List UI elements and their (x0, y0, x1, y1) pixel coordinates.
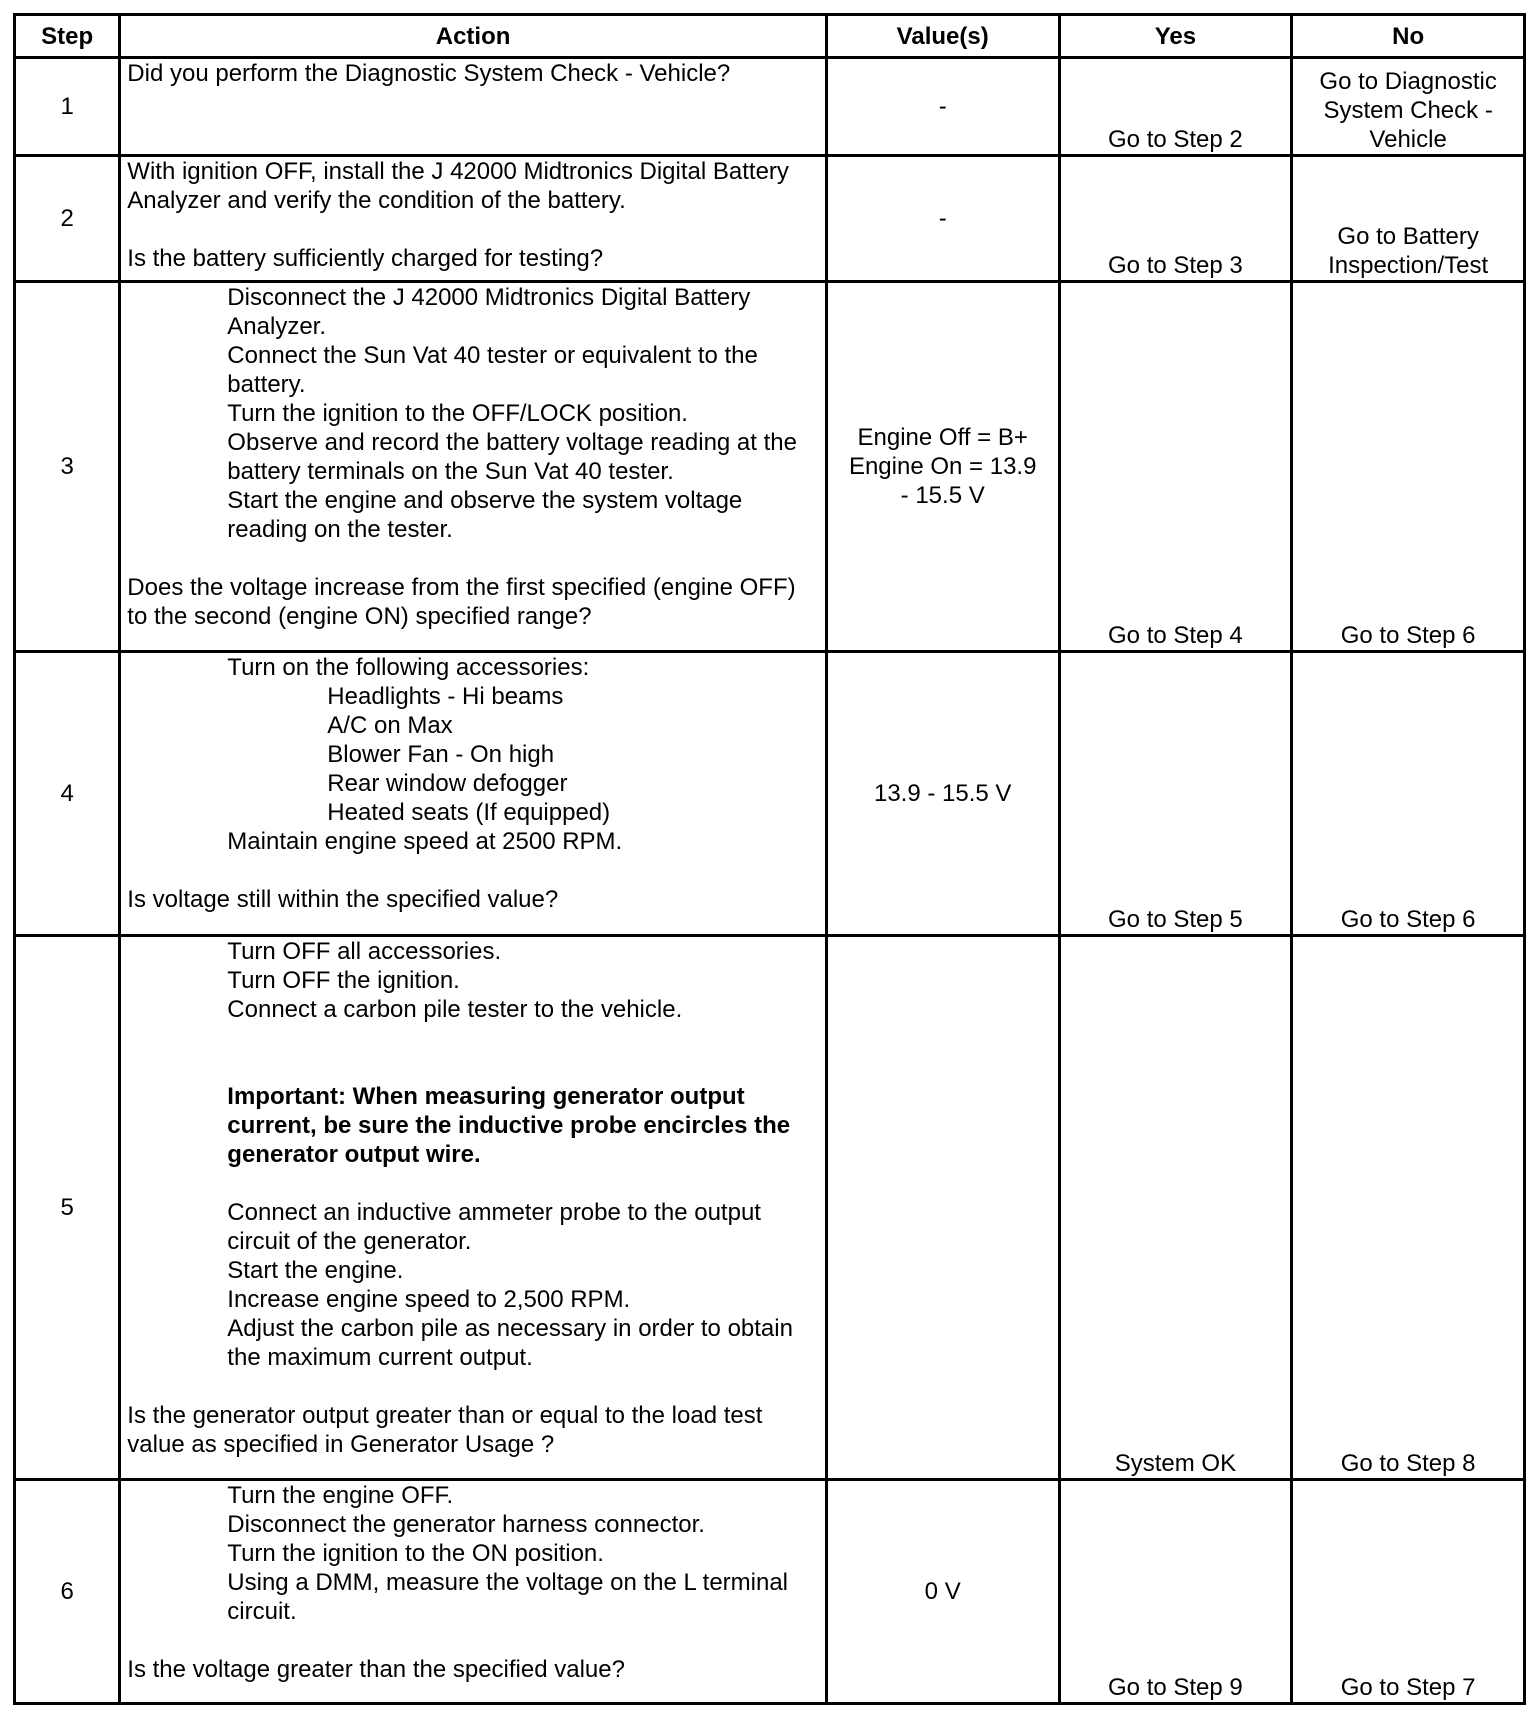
action-line: Turn the ignition to the ON position. (227, 1540, 604, 1567)
table-row (15, 58, 1525, 156)
value-line: Engine Off = B+ (857, 424, 1028, 451)
value-line: - 15.5 V (900, 482, 985, 509)
action-line: With ignition OFF, install the J 42000 Midtronics Digital Battery Analyzer and verify the condition of the battery. (127, 158, 789, 214)
value-cell (826, 936, 1059, 1480)
value-cell (826, 156, 1059, 282)
value-cell (826, 652, 1059, 936)
action-line: Connect a carbon pile tester to the vehicle. (227, 996, 683, 1023)
value-cell (826, 58, 1059, 156)
value-line: 0 V (924, 1578, 961, 1605)
table-row (15, 936, 1525, 1480)
header-step: Step (15, 15, 120, 58)
header-values: Value(s) (826, 15, 1059, 58)
no-line: System Check - (1323, 97, 1493, 124)
action-cell (120, 282, 827, 652)
no-line: Inspection/Test (1328, 252, 1489, 279)
no-cell (1292, 936, 1525, 1480)
action-subline: Headlights - Hi beams (327, 683, 564, 710)
yes-line: Go to Step 5 (1108, 906, 1243, 933)
yes-line: Go to Step 2 (1108, 126, 1243, 153)
action-line: Turn OFF the ignition. (227, 967, 460, 994)
yes-cell (1059, 652, 1292, 936)
value-line: - (938, 93, 947, 120)
action-line: Start the engine and observe the system voltage reading on the tester. (227, 487, 743, 543)
no-cell (1292, 282, 1525, 652)
no-line: Vehicle (1369, 126, 1447, 153)
action-line: Start the engine. (227, 1257, 404, 1284)
action-question: Does the voltage increase from the first specified (engine OFF) to the second (engine ON) specified range? (127, 574, 796, 630)
no-line: Go to Step 6 (1340, 622, 1476, 649)
action-cell (120, 58, 827, 156)
value-line: Engine On = 13.9 (848, 453, 1037, 480)
action-subline: Heated seats (If equipped) (327, 799, 611, 826)
step-number: 2 (15, 156, 120, 282)
action-line: Increase engine speed to 2,500 RPM. (227, 1286, 631, 1313)
important-note: Important: When measuring generator output current, be sure the inductive probe encircles the generator output wire. (227, 1083, 791, 1168)
no-line: Go to Step 7 (1340, 1674, 1476, 1701)
value-cell (826, 1480, 1059, 1704)
yes-line: System OK (1114, 1450, 1237, 1477)
action-subline: A/C on Max (327, 712, 453, 739)
yes-cell (1059, 936, 1292, 1480)
header-row (15, 15, 1525, 58)
action-cell (120, 1480, 827, 1704)
action-line: Turn the engine OFF. (227, 1482, 454, 1509)
table-row (15, 1480, 1525, 1704)
action-line: Did you perform the Diagnostic System Check - Vehicle? (127, 60, 731, 87)
no-cell (1292, 58, 1525, 156)
action-question: Is the generator output greater than or equal to the load test value as specified in Generator Usage ? (127, 1402, 763, 1458)
action-question: Is the battery sufficiently charged for testing? (127, 245, 604, 272)
step-number: 1 (15, 58, 120, 156)
action-subline: Blower Fan - On high (327, 741, 555, 768)
action-line: Adjust the carbon pile as necessary in order to obtain the maximum current output. (227, 1315, 793, 1371)
yes-cell (1059, 282, 1292, 652)
action-line: Turn the ignition to the OFF/LOCK position. (227, 400, 688, 427)
step-number: 5 (15, 936, 120, 1480)
no-line: Go to Battery (1337, 223, 1479, 250)
action-line: Turn OFF all accessories. (227, 938, 502, 965)
no-line: Go to Step 8 (1340, 1450, 1476, 1477)
action-cell (120, 936, 827, 1480)
yes-line: Go to Step 3 (1108, 252, 1243, 279)
header-yes: Yes (1059, 15, 1292, 58)
action-subline: Rear window defogger (327, 770, 568, 797)
action-question: Is voltage still within the specified value? (127, 886, 559, 913)
yes-cell (1059, 1480, 1292, 1704)
action-line: Connect an inductive ammeter probe to the output circuit of the generator. (227, 1199, 761, 1255)
table-row (15, 156, 1525, 282)
value-line: - (938, 205, 947, 232)
yes-cell (1059, 58, 1292, 156)
action-line: Maintain engine speed at 2500 RPM. (227, 828, 623, 855)
table-row (15, 652, 1525, 936)
value-cell (826, 282, 1059, 652)
no-line: Go to Step 6 (1340, 906, 1476, 933)
yes-cell (1059, 156, 1292, 282)
action-line: Connect the Sun Vat 40 tester or equivalent to the battery. (227, 342, 758, 398)
yes-line: Go to Step 4 (1108, 622, 1243, 649)
no-cell (1292, 1480, 1525, 1704)
action-question: Is the voltage greater than the specified value? (127, 1656, 625, 1683)
step-number: 4 (15, 652, 120, 936)
diagnostic-table (13, 13, 1526, 1705)
action-line: Disconnect the J 42000 Midtronics Digital Battery Analyzer. (227, 284, 751, 340)
action-line: Turn on the following accessories: (227, 654, 590, 681)
action-cell (120, 156, 827, 282)
step-number: 3 (15, 282, 120, 652)
action-cell (120, 652, 827, 936)
action-line: Disconnect the generator harness connector. (227, 1511, 705, 1538)
action-line: Using a DMM, measure the voltage on the L terminal circuit. (227, 1569, 789, 1625)
yes-line: Go to Step 9 (1108, 1674, 1243, 1701)
header-no: No (1292, 15, 1525, 58)
action-line: Observe and record the battery voltage reading at the battery terminals on the Sun Vat 40 tester. (227, 429, 797, 485)
value-line: 13.9 - 15.5 V (873, 780, 1012, 807)
header-action: Action (120, 15, 827, 58)
no-cell (1292, 652, 1525, 936)
table-row (15, 282, 1525, 652)
no-line: Go to Diagnostic (1319, 68, 1497, 95)
step-number: 6 (15, 1480, 120, 1704)
no-cell (1292, 156, 1525, 282)
